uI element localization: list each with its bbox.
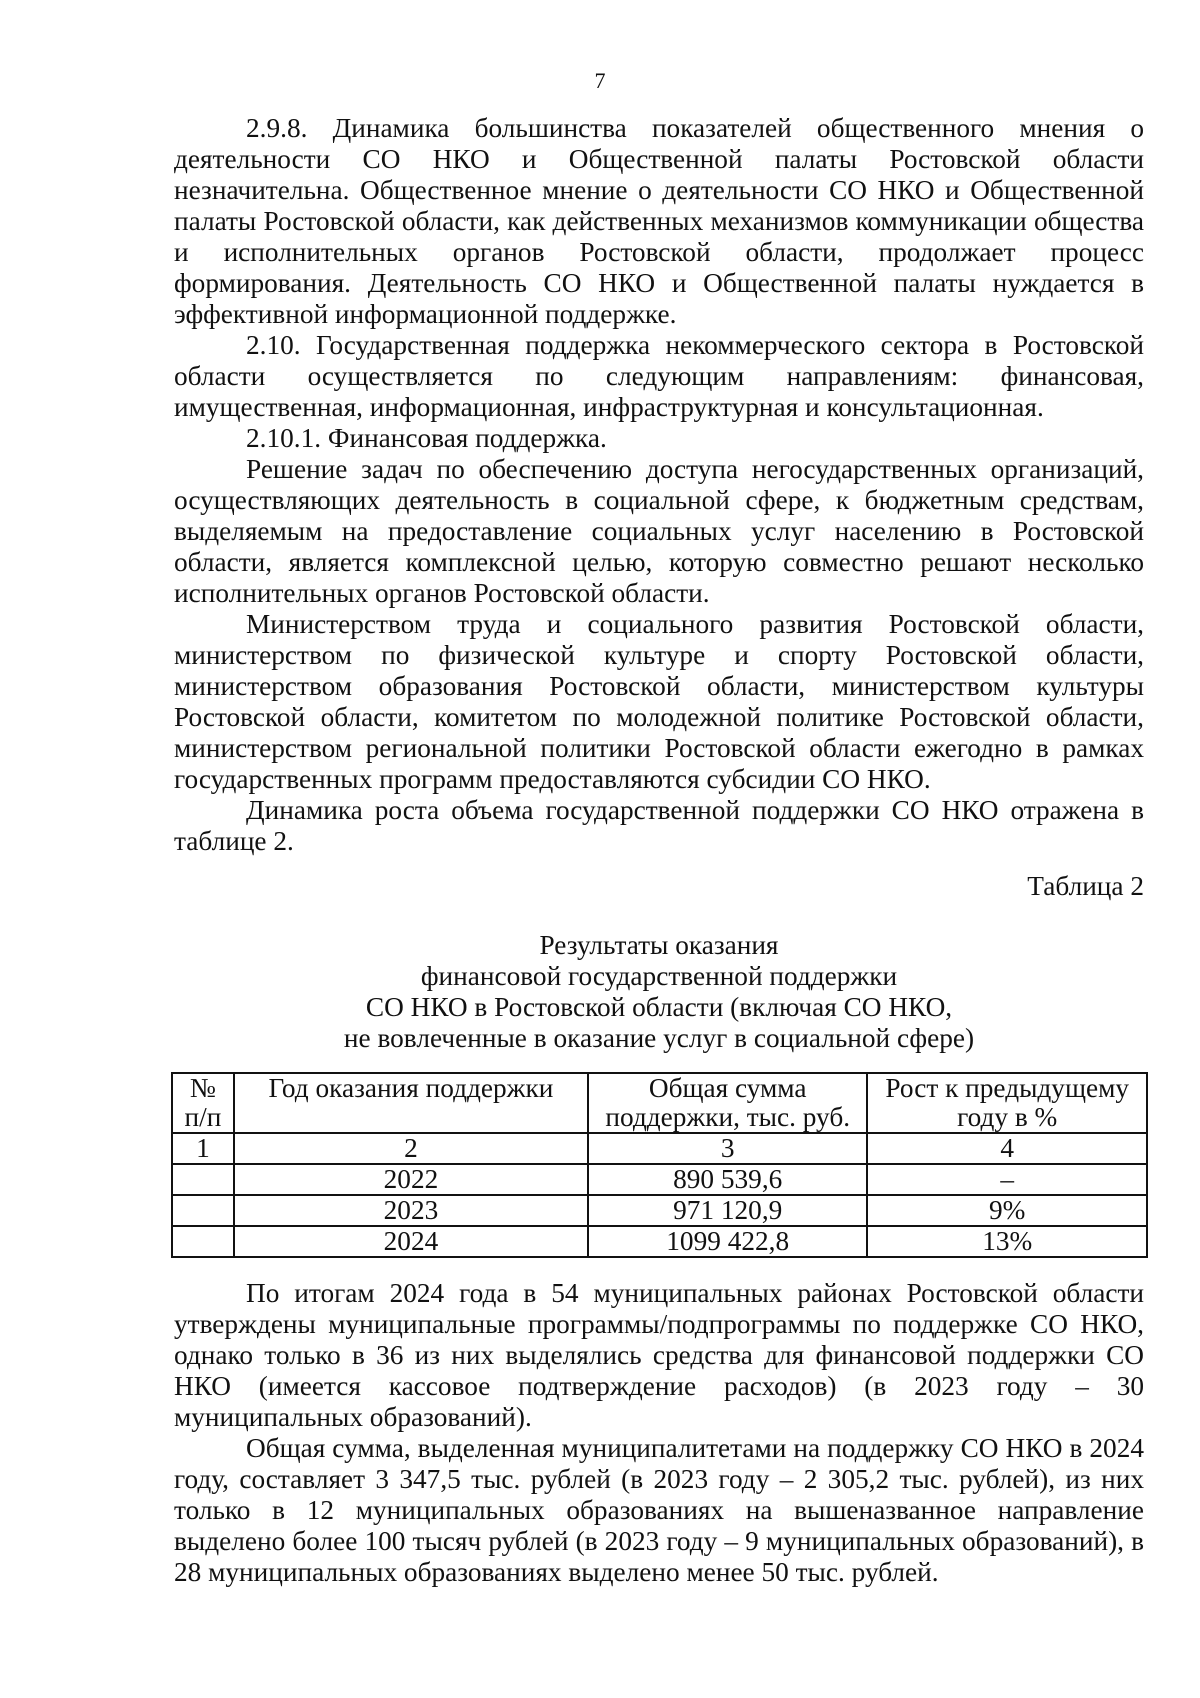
table-cell: 2022 (234, 1164, 588, 1195)
header-amount: Общая сумма поддержки, тыс. руб. (588, 1073, 867, 1133)
column-number: 4 (867, 1133, 1147, 1164)
table-title (174, 930, 1144, 1054)
paragraph-2-10: 2.10. Государственная поддержка некоммерческого сектора в Ростовской области осуществляется по следующим направлениям: финансовая, имущественная, информационная, инфраструктурная и консультационная. (174, 330, 1144, 422)
table-title-line: финансовой государственной поддержки (420, 961, 898, 991)
after-table-section (174, 1278, 1144, 1588)
header-growth: Рост к предыдущему году в % (867, 1073, 1147, 1133)
paragraph-2-10-1: 2.10.1. Финансовая поддержка. (246, 423, 607, 453)
table-cell (172, 1226, 234, 1257)
table-label: Таблица 2 (1027, 871, 1144, 901)
table-cell (172, 1195, 234, 1226)
table-cell: 2024 (234, 1226, 588, 1257)
paragraph-dynamics: Динамика роста объема государственной поддержки СО НКО отражена в таблице 2. (174, 795, 1144, 856)
table-cell: 971 120,9 (588, 1195, 867, 1226)
table-header-row (172, 1073, 1147, 1133)
table-row (172, 1164, 1147, 1195)
table-cell (172, 1164, 234, 1195)
table-cell: 890 539,6 (588, 1164, 867, 1195)
paragraph-2-9-8: 2.9.8. Динамика большинства показателей общественного мнения о деятельности СО НКО и Общественной палаты Ростовской области незначительна. Общественное мнение о деятельности СО НКО и Общественной палаты Ростовской области, как действенных механизмов коммуникации общества и исполнительных органов Ростовской области, продолжает процесс формирования. Деятельность СО НКО и Общественной палаты нуждается в эффективной информационной поддержке. (174, 113, 1144, 329)
page-number: 7 (594, 68, 606, 93)
paragraph-municipal-amounts: Общая сумма, выделенная муниципалитетами на поддержку СО НКО в 2024 году, составляет 3 347,5 тыс. рублей (в 2023 году – 2 305,2 тыс. рублей), из них только в 12 муниципальных образованиях на вышеназванное направление выделено более 100 тысяч рублей (в 2023 году – 9 муниципальных образований), в 28 муниципальных образованиях выделено менее 50 тыс. рублей. (174, 1433, 1144, 1587)
table-cell: – (867, 1164, 1147, 1195)
table-cell: 2023 (234, 1195, 588, 1226)
header-number: № п/п (172, 1073, 234, 1133)
column-number: 1 (172, 1133, 234, 1164)
paragraph-municipal-programs: По итогам 2024 года в 54 муниципальных районах Ростовской области утверждены муниципальные программы/подпрограммы по поддержке СО НКО, однако только в 36 из них выделялись средства для финансовой поддержки СО НКО (имеется кассовое подтверждение расходов) (в 2023 году – 30 муниципальных образований). (174, 1278, 1144, 1432)
table-row (172, 1226, 1147, 1257)
table-cell: 9% (867, 1195, 1147, 1226)
column-number: 3 (588, 1133, 867, 1164)
table-title-line: Результаты оказания (539, 930, 779, 960)
paragraph-ministries: Министерством труда и социального развития Ростовской области, министерством по физической культуре и спорту Ростовской области, министерством образования Ростовской области, министерством культуры Ростовской области, комитетом по молодежной политике Ростовской области, министерством региональной политики Ростовской области ежегодно в рамках государственных программ предоставляются субсидии СО НКО. (174, 609, 1144, 794)
table-cell: 1099 422,8 (588, 1226, 867, 1257)
header-year: Год оказания поддержки (234, 1073, 588, 1133)
table-cell: 13% (867, 1226, 1147, 1257)
column-number: 2 (234, 1133, 588, 1164)
table-title-line: СО НКО в Ростовской области (включая СО НКО, (365, 992, 953, 1022)
table-column-numbers-row (172, 1133, 1147, 1164)
document-body (174, 113, 1144, 1588)
table-title-line: не вовлеченные в оказание услуг в социальной сфере) (343, 1023, 975, 1053)
support-table (171, 1072, 1148, 1258)
paragraph-financial-goal: Решение задач по обеспечению доступа негосударственных организаций, осуществляющих деятельность в социальной сфере, к бюджетным средствам, выделяемым на предоставление социальных услуг населению в Ростовской области, является комплексной целью, которую совместно решают несколько исполнительных органов Ростовской области. (174, 454, 1144, 608)
table-row (172, 1195, 1147, 1226)
